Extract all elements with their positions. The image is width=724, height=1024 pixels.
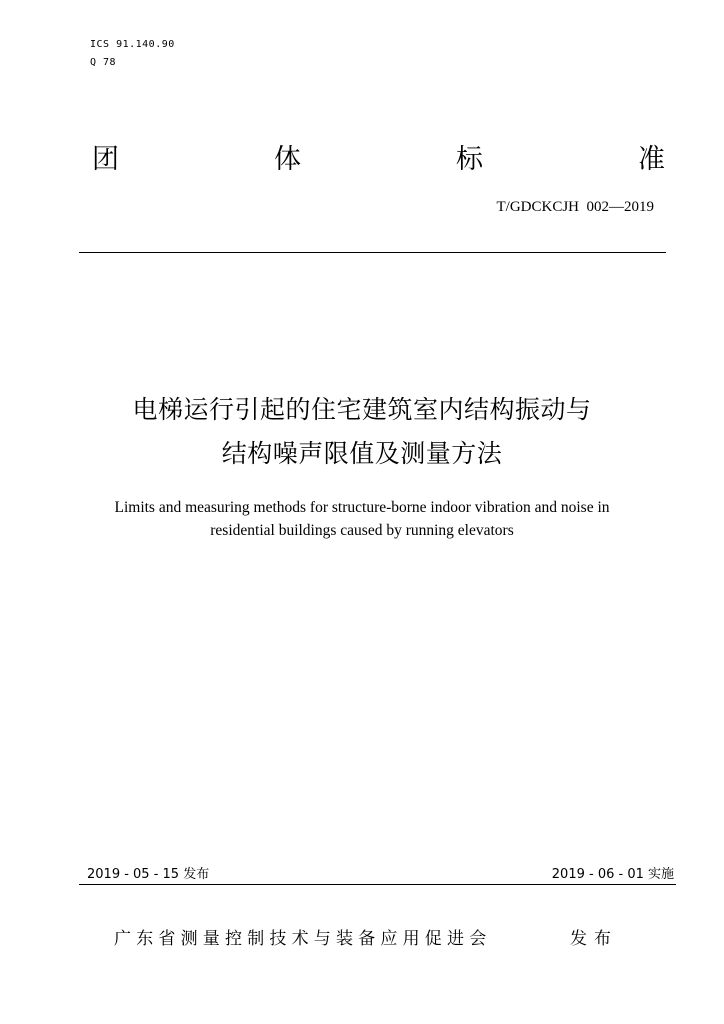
chinese-title-line-2: 结构噪声限值及测量方法 xyxy=(221,439,503,468)
standard-type-char-3: 标 xyxy=(456,144,483,175)
english-title-line-2: residential buildings caused by running elevators xyxy=(210,522,514,539)
standard-number: T/GDCKCJH 002—2019 xyxy=(496,199,654,215)
publish-label: 发布 xyxy=(570,929,618,949)
standard-type-char-2: 体 xyxy=(274,144,301,175)
chinese-title-line-1: 电梯运行引起的住宅建筑室内结构振动与 xyxy=(132,395,592,424)
standard-type-heading xyxy=(92,142,665,178)
ics-code: ICS 91.140.90 xyxy=(90,39,175,50)
ccs-code: Q 78 xyxy=(90,57,117,68)
standard-type-char-4: 准 xyxy=(638,144,665,175)
publisher-name: 广东省测量控制技术与装备应用促进会 xyxy=(114,929,492,949)
header-divider xyxy=(79,252,666,253)
english-title-line-1: Limits and measuring methods for structure-borne indoor vibration and noise in xyxy=(114,499,610,516)
standard-type-char-1: 团 xyxy=(92,144,119,175)
footer-divider xyxy=(79,884,676,885)
issue-date: 2019 - 05 - 15 发布 xyxy=(87,867,210,882)
implementation-date: 2019 - 06 - 01 实施 xyxy=(551,867,674,882)
